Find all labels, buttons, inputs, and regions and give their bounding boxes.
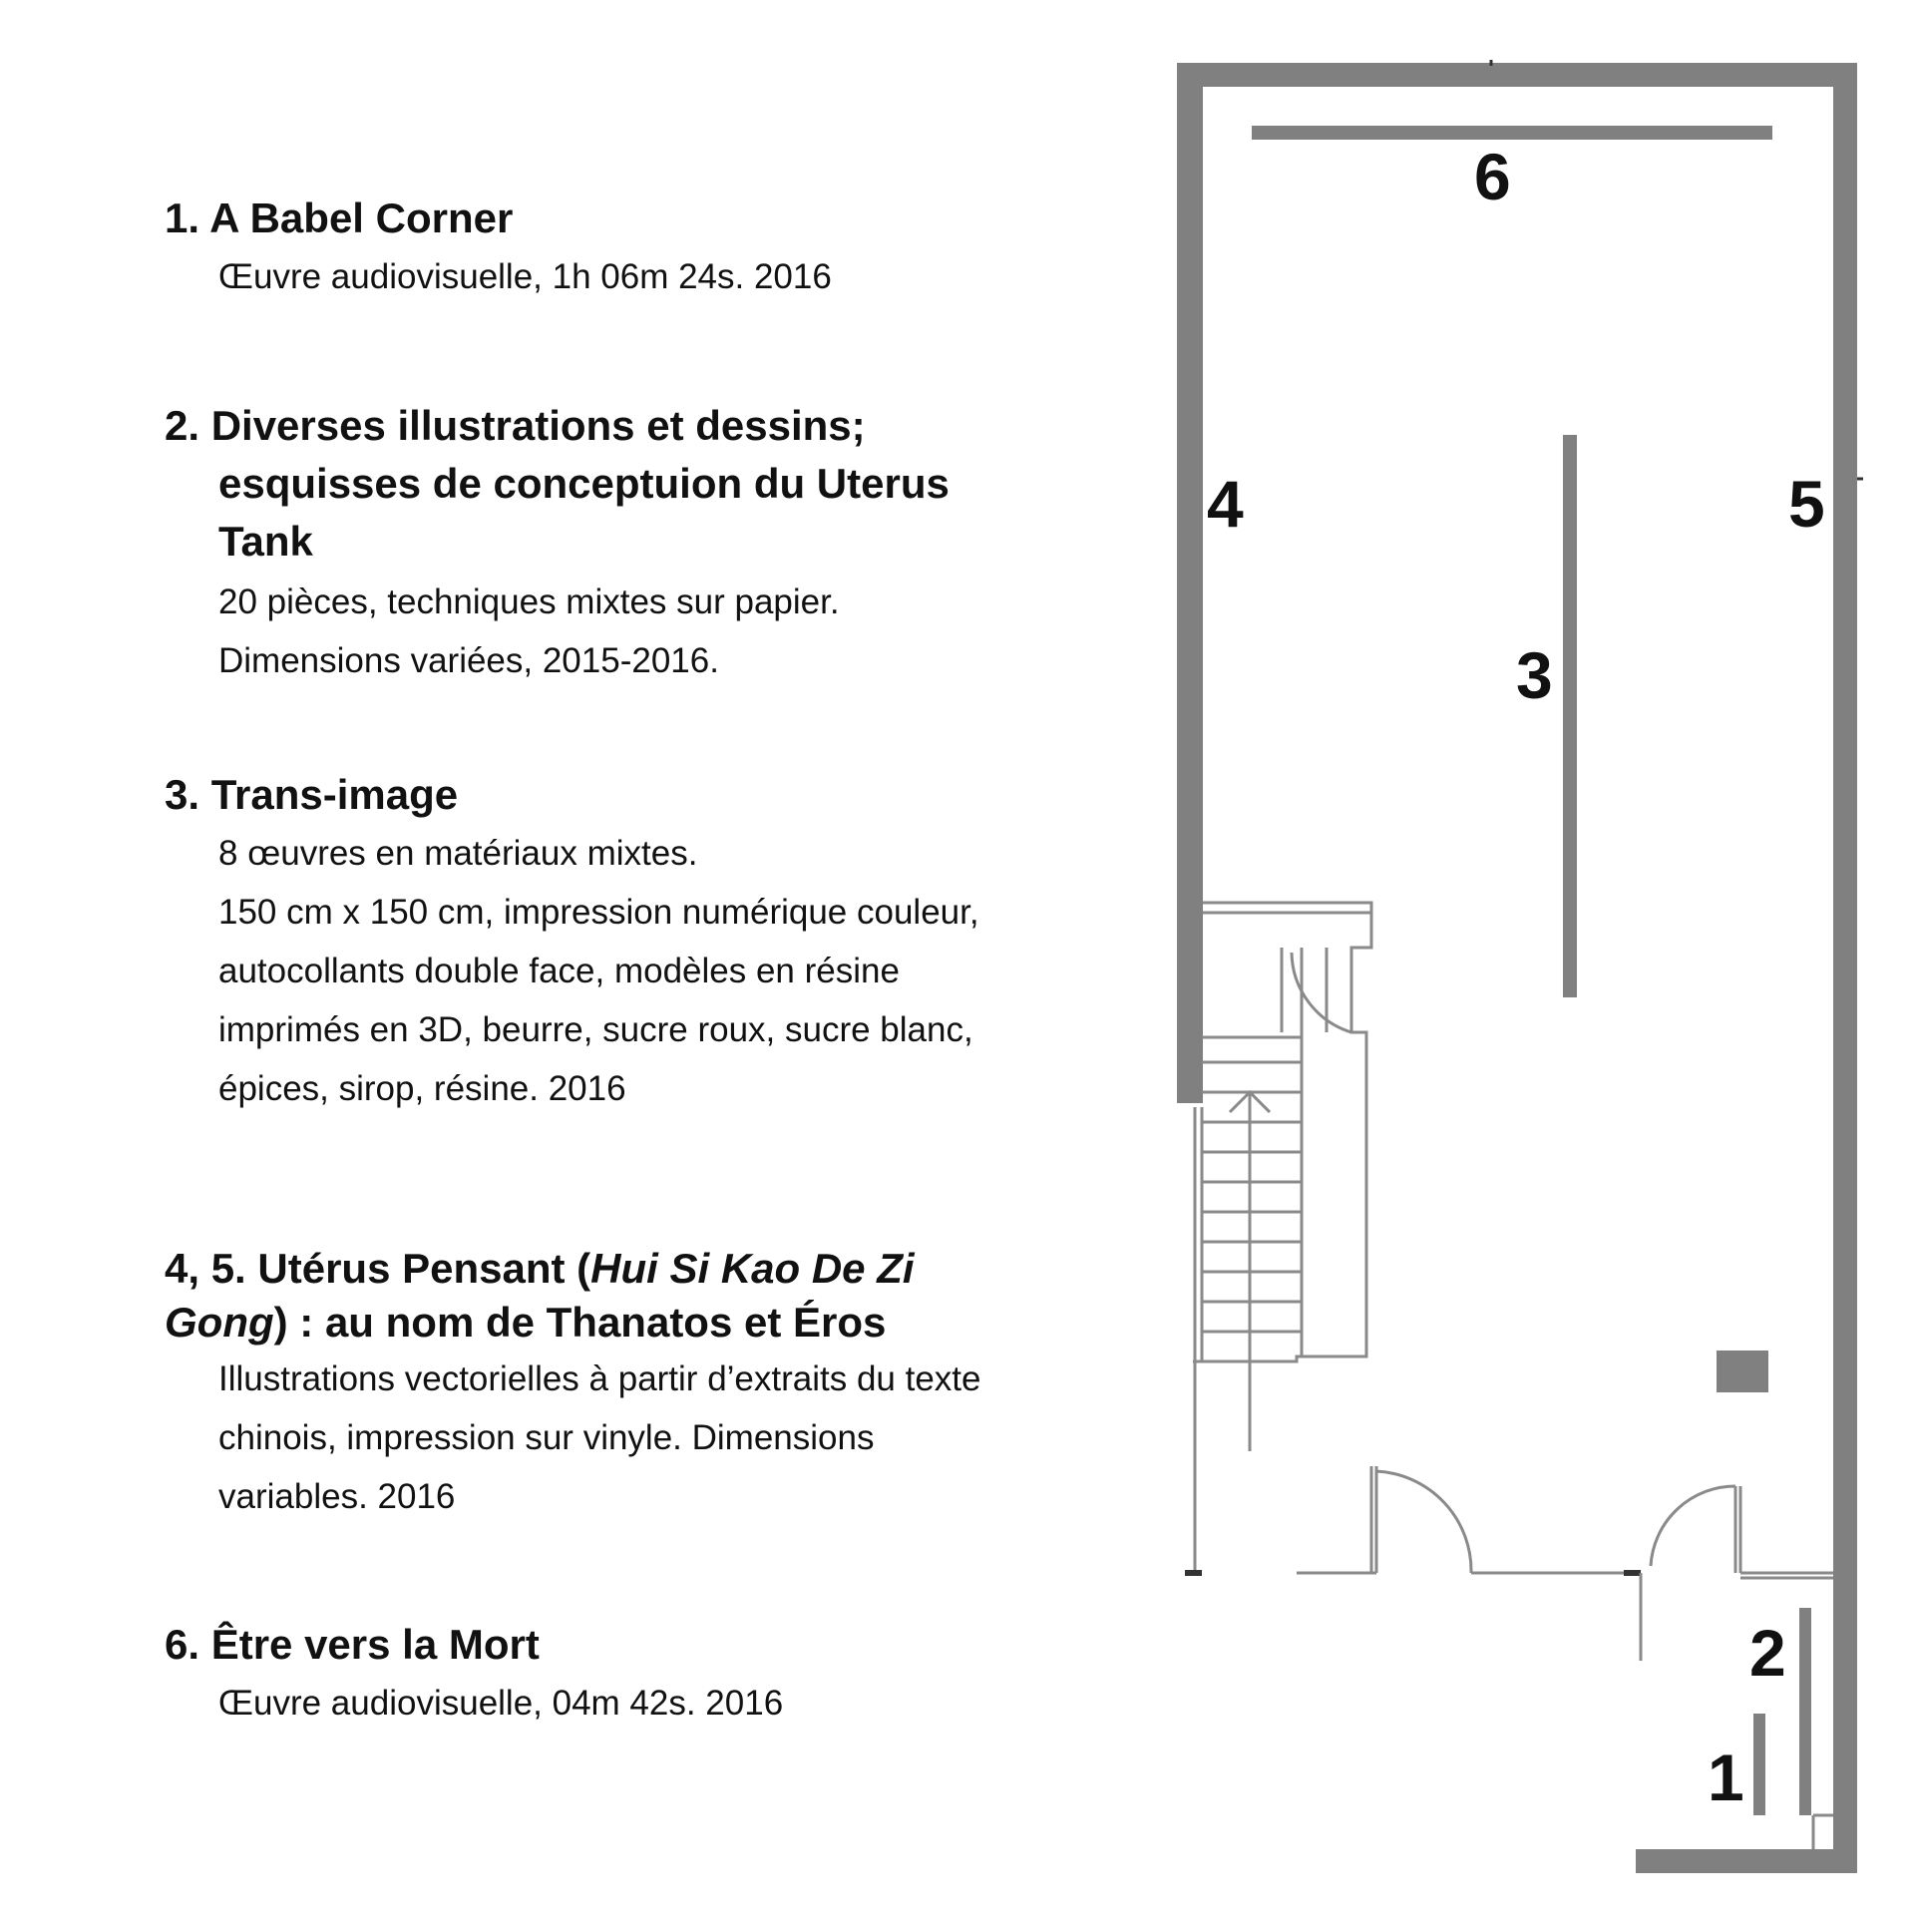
description-line: chinois, impression sur vinyle. Dimensions (218, 1418, 875, 1457)
display-wall-6 (1252, 126, 1772, 140)
description-line: imprimés en 3D, beurre, sucre roux, sucre blanc, (218, 1010, 973, 1049)
label-1: 1 (1708, 1740, 1744, 1814)
item-title-text: ) : au nom de Thanatos et Éros (273, 1299, 887, 1346)
left-wall (1177, 63, 1203, 1103)
right-wall (1833, 63, 1857, 1873)
item-number: 1. (165, 194, 200, 241)
description-line: 8 œuvres en matériaux mixtes. (218, 834, 698, 873)
doors-and-corridor (1185, 60, 1863, 1849)
label-2: 2 (1749, 1616, 1786, 1690)
description-line: 150 cm x 150 cm, impression numérique couleur, (218, 893, 979, 932)
top-wall (1177, 63, 1857, 87)
display-wall-1 (1753, 1714, 1765, 1815)
item-title-text: Diverses illustrations et dessins; esquisses de conceptuion du Uterus Tank (210, 402, 950, 565)
description-line: variables. 2016 (218, 1477, 456, 1516)
description-line: épices, sirop, résine. 2016 (218, 1069, 626, 1108)
item-number: 2. (165, 402, 200, 449)
pillar (1717, 1351, 1768, 1392)
item-number: 4, 5. (165, 1245, 246, 1292)
label-5: 5 (1788, 467, 1825, 541)
item-title-text: Trans-image (210, 771, 459, 818)
item-title-text: Être vers la Mort (210, 1621, 540, 1668)
description-line: Dimensions variées, 2015-2016. (218, 641, 719, 680)
description-line: Œuvre audiovisuelle, 1h 06m 24s. 2016 (218, 257, 832, 296)
item-title-italic: Hui Si Kao De Zi Gong (165, 1245, 915, 1346)
bottom-wall (1636, 1849, 1857, 1873)
display-wall-3 (1563, 435, 1577, 997)
display-walls (1252, 126, 1811, 1815)
item-title-text: A Babel Corner (209, 194, 514, 241)
description-line: Illustrations vectorielles à partir d’extraits du texte (218, 1359, 981, 1398)
display-wall-2 (1799, 1608, 1811, 1815)
description-line: 20 pièces, techniques mixtes sur papier. (218, 582, 840, 621)
label-3: 3 (1516, 638, 1553, 712)
item-number: 6. (165, 1621, 200, 1668)
artwork-location-labels (1207, 140, 1825, 1814)
label-4: 4 (1207, 467, 1244, 541)
description-line: Œuvre audiovisuelle, 04m 42s. 2016 (218, 1684, 784, 1723)
item-number: 3. (165, 771, 200, 818)
description-line: autocollants double face, modèles en résine (218, 952, 900, 990)
label-6: 6 (1474, 140, 1511, 213)
item-title-text: Utérus Pensant ( (257, 1245, 591, 1292)
outer-walls (1177, 63, 1857, 1873)
staircase (1193, 903, 1371, 1571)
